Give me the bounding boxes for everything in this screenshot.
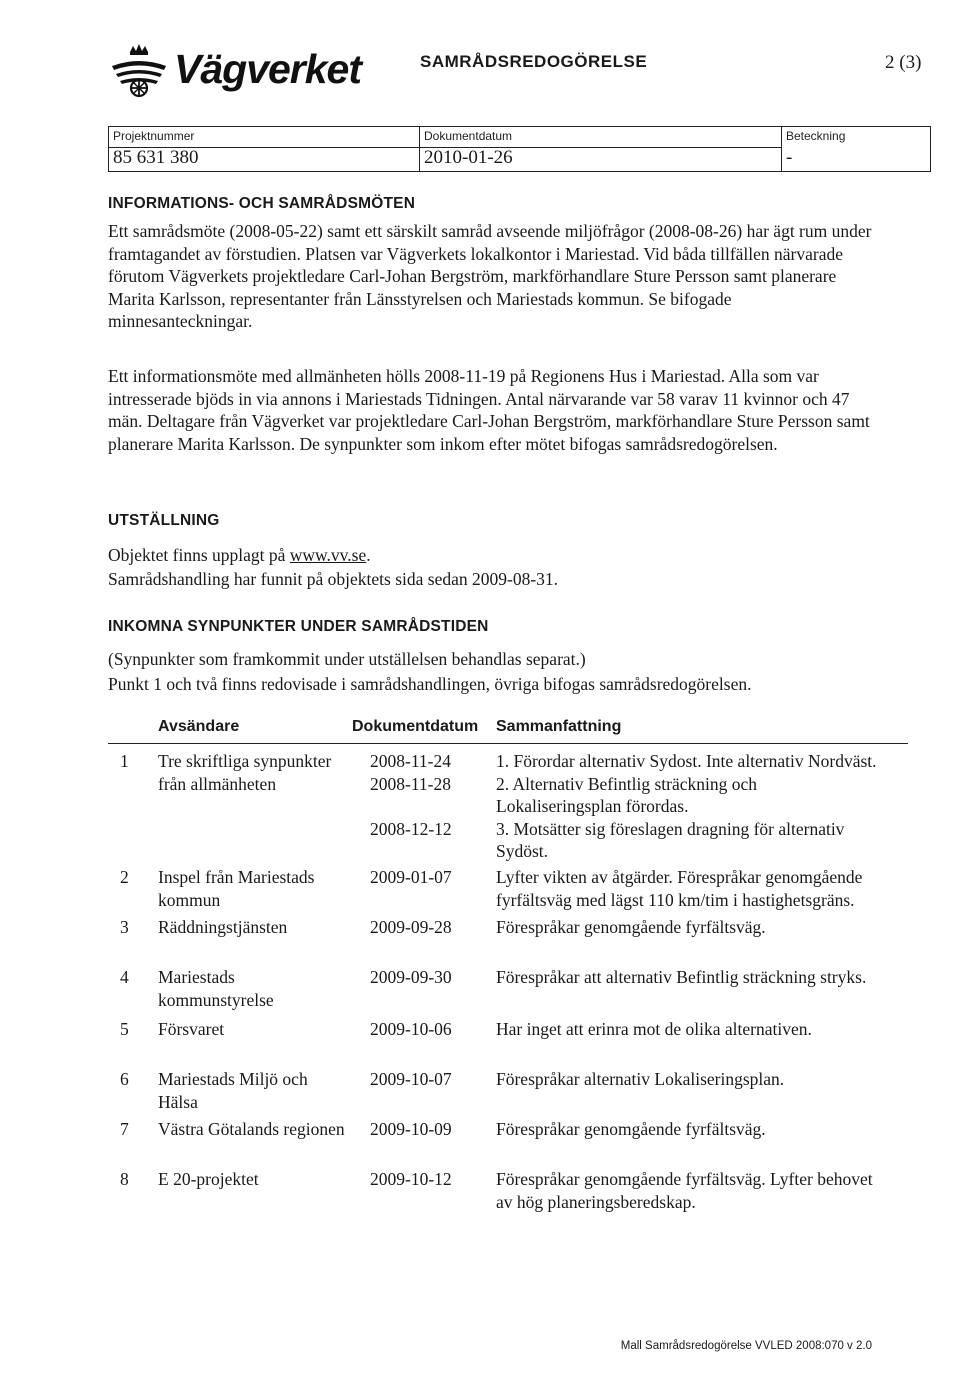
row-date-line: 2009-09-30 xyxy=(370,967,452,987)
vagverket-logo xyxy=(108,42,362,98)
row-summary xyxy=(496,866,896,911)
row-summary xyxy=(496,1168,896,1213)
row-sender: Västra Götalands regionen xyxy=(158,1119,345,1139)
received-line-2: Punkt 1 och två finns redovisade i samrådshandlingen, övriga bifogas samrådsredogörelsen. xyxy=(108,674,752,694)
section-heading-exhibition: UTSTÄLLNING xyxy=(108,512,220,529)
row-date-line: 2009-10-09 xyxy=(370,1119,452,1139)
document-date-value: 2010-01-26 xyxy=(424,147,513,168)
row-summary-line: 2. Alternativ Befintlig sträckning och xyxy=(496,773,757,794)
row-date-line: 2009-09-28 xyxy=(370,917,452,937)
exhibition-line-1 xyxy=(108,544,878,567)
row-sender: Mariestads Miljö och Hälsa xyxy=(158,1069,308,1112)
crown-emblem-icon xyxy=(108,42,170,100)
row-number: 8 xyxy=(120,1169,129,1189)
row-sender: Mariestads kommunstyrelse xyxy=(158,967,274,1010)
row-summary xyxy=(496,750,896,863)
document-date-label: Dokumentdatum xyxy=(424,129,513,143)
row-summary xyxy=(496,1018,896,1041)
row-date xyxy=(370,916,490,939)
info-paragraph-1: Ett samrådsmöte (2008-05-22) samt ett särskilt samråd avseende miljöfrågor (2008-08-26) har ägt rum under framtagandet av förstudien. Platsen var Vägverkets lokalkontor i Mariestad. Vid båda tillfällen närvarade förutom Vägverkets projektledare Carl-Johan Bergström, markförhandlare Sture Persson samt planerare Marita Karlsson, representanter från Länsstyrelsen och Mariestads kommun. Se bifogade minnesanteckningar. xyxy=(108,221,872,331)
logo-text: Vägverket xyxy=(174,46,362,92)
column-header-summary: Sammanfattning xyxy=(496,718,622,735)
row-summary-line: Förespråkar genomgående fyrfältsväg. xyxy=(496,917,766,937)
row-date xyxy=(370,1118,490,1141)
row-date-line: 2008-12-12 xyxy=(370,818,452,839)
project-number-label: Projektnummer xyxy=(113,129,195,143)
row-summary xyxy=(496,1118,896,1141)
website-link[interactable]: www.vv.se xyxy=(289,545,367,565)
exhibition-line-1-suffix: . xyxy=(366,545,371,565)
row-sender: Tre skriftliga synpunkter från allmänheten xyxy=(158,751,332,794)
row-sender: E 20-projektet xyxy=(158,1169,259,1189)
row-number: 3 xyxy=(120,917,129,937)
row-summary-line: Förespråkar att alternativ Befintlig sträckning stryks. xyxy=(496,967,867,987)
info-paragraph-2: Ett informationsmöte med allmänheten hölls 2008-11-19 på Regionens Hus i Mariestad. Alla som var intresserade bjöds in via annons i Mariestads Tidningen. Antal närvarande var 58 varav 11 kvinnor och 47 män. Deltagare från Vägverket var projektledare Carl-Johan Bergström, markförhandlare Sture Persson samt planerare Marita Karlsson. De synpunkter som inkom efter mötet bifogas samrådsredogörelsen. xyxy=(108,366,870,454)
row-number: 1 xyxy=(120,751,129,771)
template-footer: Mall Samrådsredogörelse VVLED 2008:070 v 2.0 xyxy=(620,1340,872,1352)
row-date-line: 2008-11-28 xyxy=(370,773,452,794)
row-summary xyxy=(496,916,896,939)
row-sender: Räddningstjänsten xyxy=(158,917,288,937)
row-date xyxy=(370,1168,490,1191)
row-date xyxy=(370,966,490,989)
column-header-sender: Avsändare xyxy=(158,718,240,735)
column-header-date: Dokumentdatum xyxy=(352,718,479,735)
exhibition-line-1-prefix: Objektet finns upplagt på xyxy=(108,545,290,565)
row-number: 6 xyxy=(120,1069,129,1089)
row-date xyxy=(370,1018,490,1041)
received-line-1: (Synpunkter som framkommit under utställelsen behandlas separat.) xyxy=(108,649,586,669)
row-date-line: 2009-01-07 xyxy=(370,867,452,887)
row-date-line: 2009-10-07 xyxy=(370,1069,452,1089)
row-date xyxy=(370,866,490,889)
section-heading-received-comments: INKOMNA SYNPUNKTER UNDER SAMRÅDSTIDEN xyxy=(108,618,489,635)
row-summary xyxy=(496,966,896,989)
row-number: 5 xyxy=(120,1019,129,1039)
row-sender: Inspel från Mariestads kommun xyxy=(158,867,315,910)
row-summary-line: Förespråkar genomgående fyrfältsväg. Lyfter behovet xyxy=(496,1169,873,1189)
row-date-line xyxy=(370,795,490,818)
section-heading-information: INFORMATIONS- OCH SAMRÅDSMÖTEN xyxy=(108,195,416,212)
meta-project-cell xyxy=(109,127,419,171)
row-summary xyxy=(496,1068,896,1091)
document-type: SAMRÅDSREDOGÖRELSE xyxy=(420,52,648,71)
page-number: 2 (3) xyxy=(885,52,922,73)
row-summary-line: Lokaliseringsplan förordas. xyxy=(496,796,689,816)
row-sender: Försvaret xyxy=(158,1019,225,1039)
row-summary-line: av hög planeringsberedskap. xyxy=(496,1191,696,1212)
row-number: 2 xyxy=(120,867,129,887)
row-summary-line: fyrfältsväg med lägst 110 km/tim i hastighetsgräns. xyxy=(496,889,855,910)
row-summary-line: Lyfter vikten av åtgärder. Förespråkar genomgående xyxy=(496,867,863,887)
designation-value: - xyxy=(786,147,793,168)
row-summary-line: Förespråkar alternativ Lokaliseringsplan. xyxy=(496,1069,785,1089)
row-summary-line: Sydöst. xyxy=(496,841,549,861)
meta-date-cell xyxy=(419,127,781,171)
row-date xyxy=(370,1068,490,1091)
project-number-value: 85 631 380 xyxy=(113,147,199,168)
row-date-line: 2009-10-12 xyxy=(370,1169,452,1189)
row-date-line: 2009-10-06 xyxy=(370,1019,452,1039)
exhibition-line-2: Samrådshandling har funnit på objektets sida sedan 2009-08-31. xyxy=(108,569,559,589)
row-summary-line: Förespråkar genomgående fyrfältsväg. xyxy=(496,1119,766,1139)
row-summary-line: 3. Motsätter sig föreslagen dragning för alternativ xyxy=(496,818,845,839)
meta-designation-cell xyxy=(781,127,931,171)
table-header-rule xyxy=(108,743,908,744)
designation-label: Beteckning xyxy=(786,129,846,143)
row-summary-line: 1. Förordar alternativ Sydost. Inte alternativ Nordväst. xyxy=(496,751,877,771)
row-summary-line: Har inget att erinra mot de olika alternativen. xyxy=(496,1019,812,1039)
row-number: 4 xyxy=(120,967,129,987)
row-number: 7 xyxy=(120,1119,129,1139)
row-date xyxy=(370,750,490,840)
document-meta-table xyxy=(108,126,931,172)
row-date-line: 2008-11-24 xyxy=(370,751,452,771)
